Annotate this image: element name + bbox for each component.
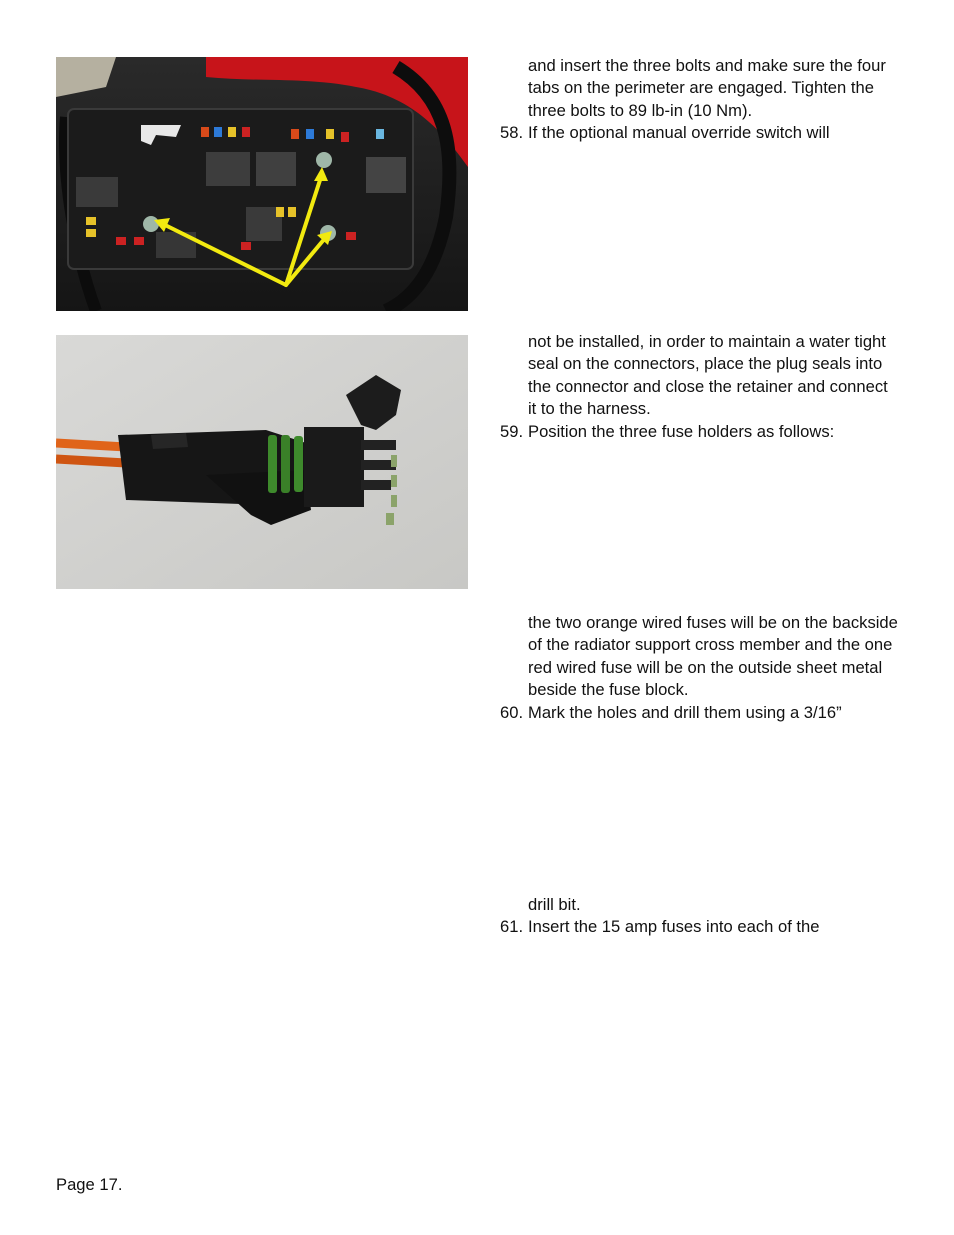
- step-text: Insert the 15 amp fuses into each of the: [528, 917, 820, 937]
- continued-text: drill bit.: [528, 895, 581, 914]
- page-number: Page 17.: [56, 1175, 123, 1194]
- continued-text: not be installed, in order to maintain a water tight seal on the connectors, place the plug seals into the connector and close the retainer and connect it to the harness.: [528, 332, 888, 419]
- instruction-block-3: [500, 612, 900, 724]
- step-number: 59.: [500, 421, 524, 441]
- fuse-block-photo: [56, 57, 468, 311]
- step-60: [500, 702, 900, 724]
- continued-text: and insert the three bolts and make sure the four tabs on the perimeter are engaged. Tighten the three bolts to 89 lb-in (10 Nm).: [528, 56, 886, 120]
- instruction-block-4: [500, 894, 900, 939]
- step-61: [500, 916, 900, 938]
- instruction-block-2: [500, 331, 900, 443]
- step-text: Mark the holes and drill them using a 3/16”: [528, 702, 842, 722]
- step-59: [500, 421, 900, 443]
- step-number: 61.: [500, 917, 524, 937]
- connector-photo: [56, 335, 468, 589]
- step-text: Position the three fuse holders as follows:: [528, 421, 835, 441]
- step-58: [500, 122, 900, 144]
- instruction-block-1: [500, 55, 900, 145]
- step-number: 60.: [500, 702, 524, 722]
- continued-text: the two orange wired fuses will be on the backside of the radiator support cross member and the one red wired fuse will be on the outside sheet metal beside the fuse block.: [528, 613, 898, 700]
- fuse-block-image: [56, 57, 468, 311]
- connector-image: [56, 335, 468, 589]
- step-number: 58.: [500, 123, 524, 143]
- step-text: If the optional manual override switch will: [528, 123, 830, 143]
